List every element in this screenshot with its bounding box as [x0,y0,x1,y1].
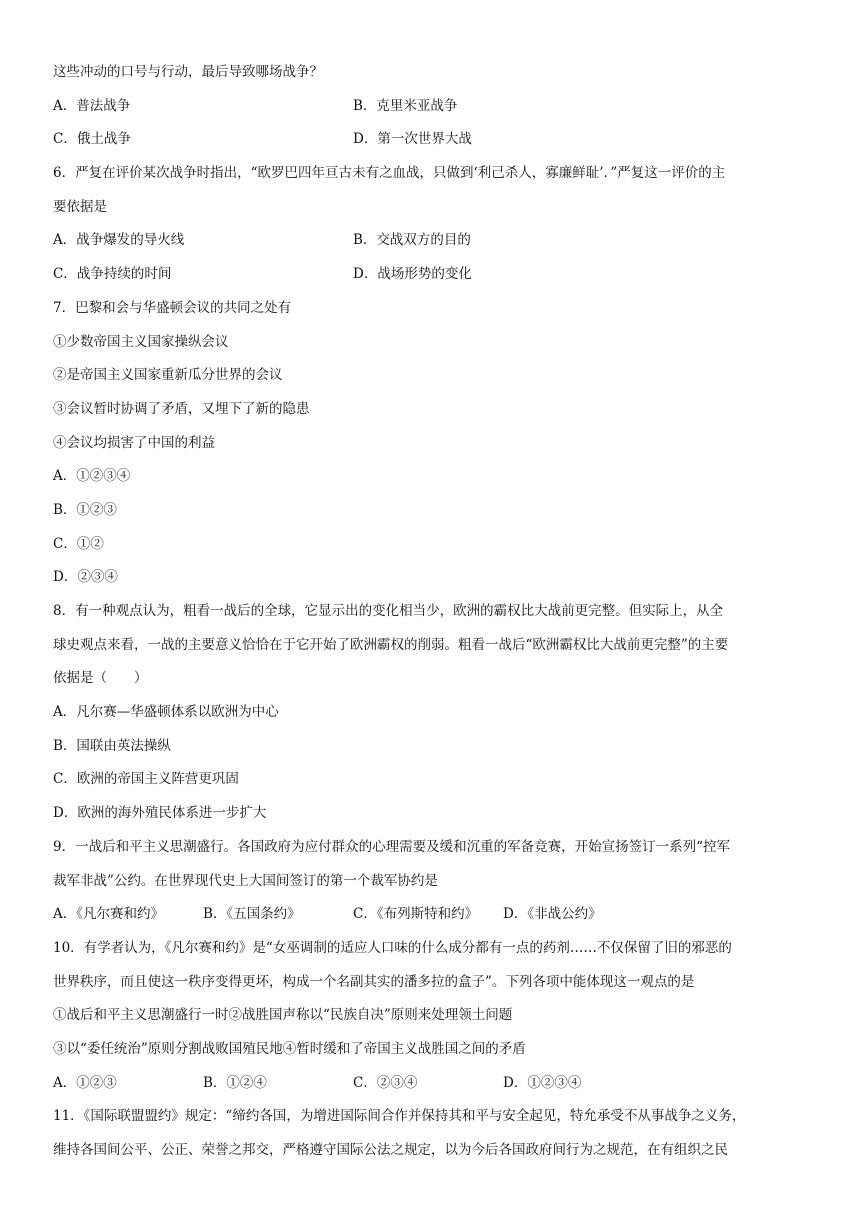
q5-option-b[interactable]: B．克里米亚战争 [353,97,458,114]
q10-items-line1: ①战后和平主义思潮盛行一时②战胜国声称以“民族自决”原则来处理领土问题 [53,1007,513,1024]
q9-option-a[interactable]: A．《凡尔赛和约》 [53,906,164,923]
q8-option-a[interactable]: A．凡尔赛—华盛顿体系以欧洲为中心 [53,704,279,721]
q7-item-3: ③会议暂时协调了矛盾，又埋下了新的隐患 [53,400,310,417]
q8-option-d[interactable]: D．欧洲的海外殖民体系进一步扩大 [53,805,267,822]
q11-stem-line1: 11．《国际联盟盟约》规定：“缔约各国，为增进国际间合作并保持其和平与安全起见，特允承受不从事战争之义务， [53,1108,746,1125]
q9-option-b[interactable]: B．《五国条约》 [203,906,301,923]
q10-items-line2: ③以“委任统治”原则分割战败国殖民地④暂时缓和了帝国主义战胜国之间的矛盾 [53,1040,526,1057]
q6-stem-line1: 6．严复在评价某次战争时指出，“欧罗巴四年亘古未有之血战，只做到‘利己杀人，寡廉鲜耻’．”严复这一评价的主 [53,165,726,182]
q9-option-c[interactable]: C．《布列斯特和约》 [353,906,479,923]
q8-stem-line1: 8．有一种观点认为，粗看一战后的全球，它显示出的变化相当少，欧洲的霸权比大战前更完整。但实际上，从全 [53,603,724,619]
q6-stem-line2: 要依据是 [53,198,107,215]
q7-item-4: ④会议均损害了中国的利益 [53,434,215,451]
q10-option-d[interactable]: D．①②③④ [503,1074,582,1091]
q5-option-d[interactable]: D．第一次世界大战 [353,131,472,148]
q7-option-d[interactable]: D．②③④ [53,569,118,586]
q8-stem-line3: 依据是（ ） [53,670,148,687]
q10-option-b[interactable]: B．①②④ [203,1074,267,1091]
q8-stem-line2: 球史观点来看，一战的主要意义恰恰在于它开始了欧洲霸权的削弱。粗看一战后“欧洲霸权比大战前更完整”的主要 [53,636,729,653]
q10-stem-line1: 10．有学者认为，《凡尔赛和约》是“女巫调制的适应人口味的什么成分都有一点的药剂……不仅保留了旧的邪恶的 [53,939,732,956]
q5-stem: 这些冲动的口号与行动，最后导致哪场战争？ [53,64,323,80]
q10-option-c[interactable]: C．②③④ [353,1074,418,1091]
q10-options-row [53,1067,814,1101]
q6-options-row1 [53,224,814,258]
q6-option-b[interactable]: B．交战双方的目的 [353,232,471,249]
q5-option-c[interactable]: C．俄土战争 [53,131,131,148]
q7-stem: 7．巴黎和会与华盛顿会议的共同之处有 [53,299,292,316]
q7-option-a[interactable]: A．①②③④ [53,468,131,485]
q6-options-row2 [53,258,814,292]
q5-options-row1 [53,90,814,124]
q6-option-c[interactable]: C．战争持续的时间 [53,266,172,283]
q7-option-c[interactable]: C．①② [53,535,104,552]
q7-option-b[interactable]: B．①②③ [53,501,117,518]
q5-options-row2 [53,123,814,157]
q9-option-d[interactable]: D．《非战公约》 [503,906,602,923]
q10-stem-line2: 世界秩序，而且使这一秩序变得更坏，构成一个名副其实的潘多拉的盒子”。下列各项中能体现这一观点的是 [53,973,695,990]
q6-option-a[interactable]: A．战争爆发的导火线 [53,232,185,249]
q5-option-a[interactable]: A．普法战争 [53,97,131,114]
q8-option-c[interactable]: C．欧洲的帝国主义阵营更巩固 [53,771,239,788]
q8-option-b[interactable]: B．国联由英法操纵 [53,737,171,754]
q9-stem-line2: 裁军非战”公约。在世界现代史上大国间签订的第一个裁军协约是 [53,872,438,889]
q10-option-a[interactable]: A．①②③ [53,1074,117,1091]
q6-option-d[interactable]: D．战场形势的变化 [353,266,472,283]
q11-stem-line2: 维持各国间公平、公正、荣誉之邦交，严格遵守国际公法之规定，以为今后各国政府间行为之规范，在有组织之民 [53,1142,728,1158]
q7-item-2: ②是帝国主义国家重新瓜分世界的会议 [53,367,283,384]
q9-options-row [53,898,814,932]
q7-item-1: ①少数帝国主义国家操纵会议 [53,333,229,350]
q9-stem-line1: 9．一战后和平主义思潮盛行。各国政府为应付群众的心理需要及缓和沉重的军备竞赛，开始宣扬签订一系列“控军 [53,838,730,855]
